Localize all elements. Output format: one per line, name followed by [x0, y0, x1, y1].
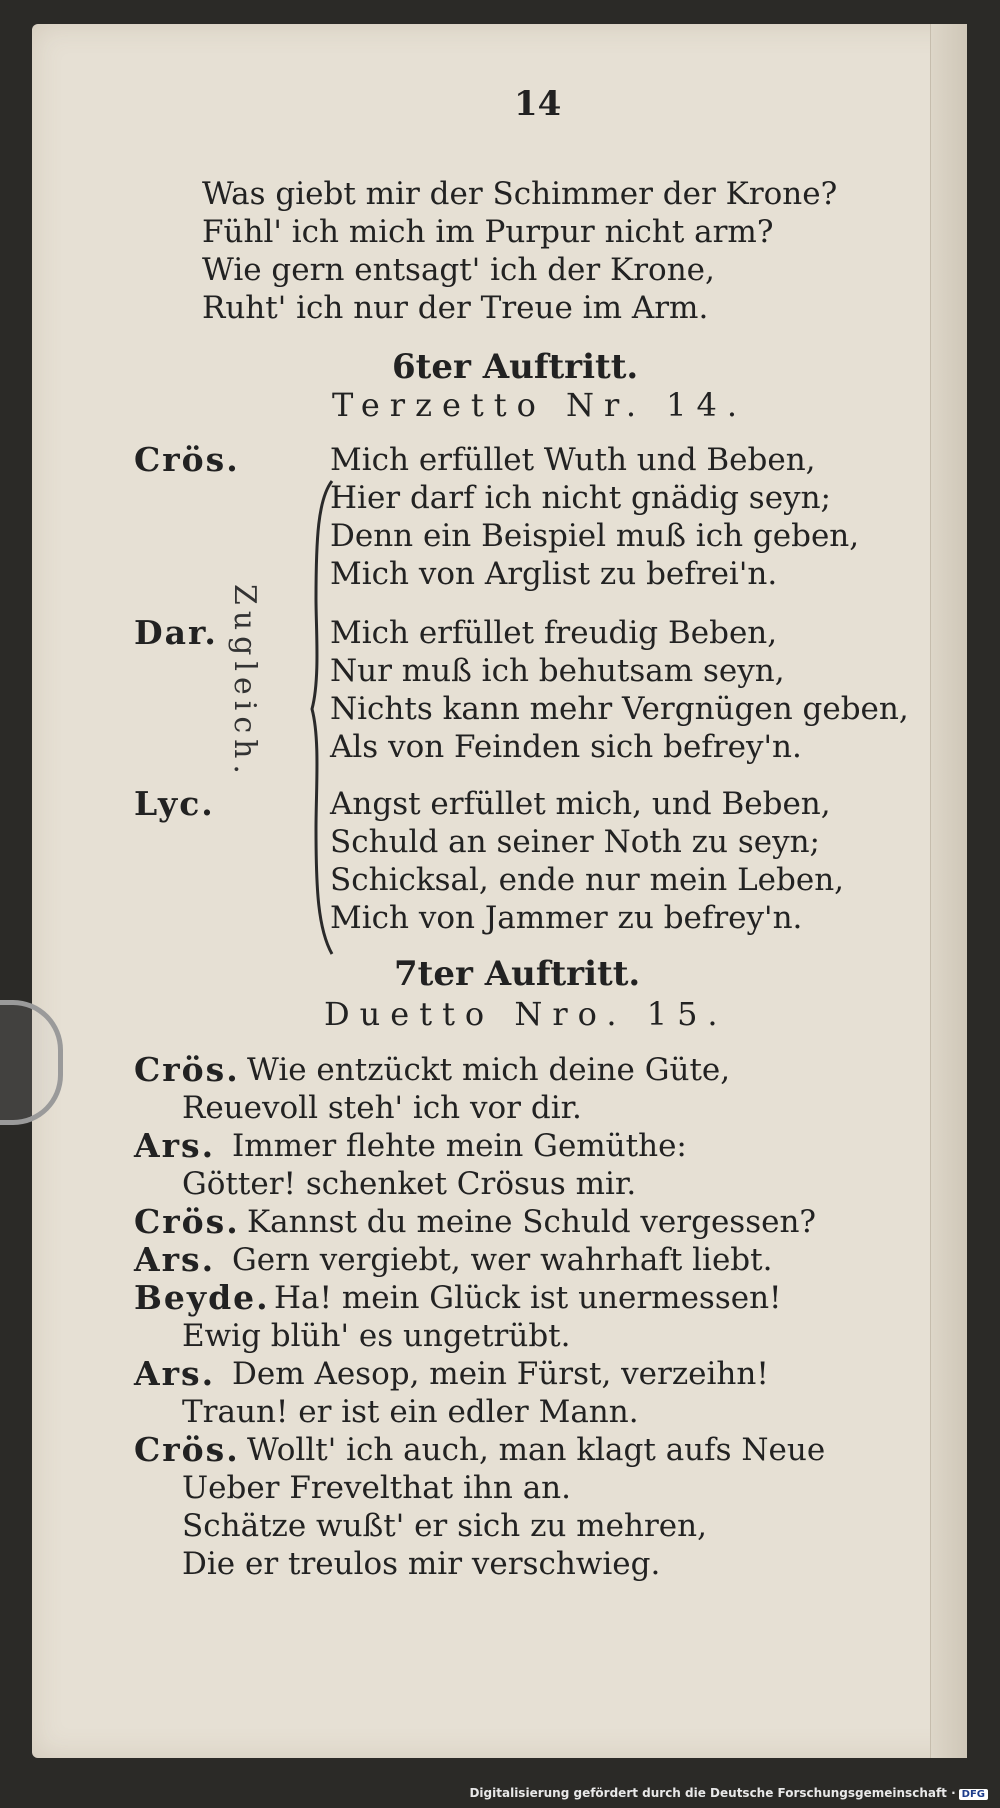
speaker-label: Beyde.: [134, 1278, 270, 1317]
verse-line: Schätze wußt' er sich zu mehren,: [182, 1508, 707, 1544]
verse-line: Götter! schenket Crösus mir.: [182, 1166, 637, 1202]
speaker-label: Crös.: [134, 1050, 240, 1089]
verse-line: Ewig blüh' es ungetrübt.: [182, 1318, 571, 1354]
speaker-label: Ars.: [134, 1240, 216, 1279]
intro-line: Was giebt mir der Schimmer der Krone?: [202, 176, 838, 212]
verse-line: Gern vergiebt, wer wahrhaft liebt.: [232, 1242, 773, 1278]
verse-line: Wie entzückt mich deine Güte,: [247, 1052, 731, 1088]
verse-line: Traun! er ist ein edler Mann.: [182, 1394, 639, 1430]
verse-line: Nichts kann mehr Vergnügen geben,: [330, 691, 909, 727]
verse-line: Nur muß ich behutsam seyn,: [330, 653, 785, 689]
verse-line: Ha! mein Glück ist unermessen!: [274, 1280, 782, 1316]
speaker-label: Lyc.: [134, 784, 215, 823]
speaker-label: Crös.: [134, 1202, 240, 1241]
verse-line: Schicksal, ende nur mein Leben,: [330, 862, 845, 898]
verse-line: Mich erfüllet Wuth und Beben,: [330, 442, 816, 478]
verse-line: Hier darf ich nicht gnädig seyn;: [330, 480, 831, 516]
speaker-label: Ars.: [134, 1126, 216, 1165]
margin-note: Zugleich.: [227, 584, 262, 780]
scene7-title: 7ter Auftritt.: [394, 954, 641, 994]
verse-line: Kannst du meine Schuld vergessen?: [247, 1204, 817, 1240]
speaker-label: Crös.: [134, 440, 240, 479]
intro-line: Wie gern entsagt' ich der Krone,: [202, 252, 715, 288]
dfg-logo: DFG: [959, 1789, 988, 1800]
scene7-subtitle: Duetto Nro. 15.: [324, 995, 728, 1033]
verse-line: Dem Aesop, mein Fürst, verzeihn!: [232, 1356, 769, 1392]
verse-line: Als von Feinden sich befrey'n.: [330, 729, 802, 765]
verse-line: Wollt' ich auch, man klagt aufs Neue: [247, 1432, 826, 1468]
intro-line: Ruht' ich nur der Treue im Arm.: [202, 290, 709, 326]
verse-line: Ueber Frevelthat ihn an.: [182, 1470, 571, 1506]
scene6-subtitle: Terzetto Nr. 14.: [332, 386, 748, 424]
verse-line: Denn ein Beispiel muß ich geben,: [330, 518, 860, 554]
speaker-label: Crös.: [134, 1430, 240, 1469]
verse-line: Mich erfüllet freudig Beben,: [330, 615, 778, 651]
verse-line: Schuld an seiner Noth zu seyn;: [330, 824, 820, 860]
verse-line: Mich von Jammer zu befrey'n.: [330, 900, 803, 936]
page-edge: [930, 24, 967, 1758]
footer-text: Digitalisierung gefördert durch die Deutsche Forschungsgemeinschaft ·: [469, 1786, 956, 1800]
page-number: 14: [514, 84, 562, 124]
intro-line: Fühl' ich mich im Purpur nicht arm?: [202, 214, 774, 250]
verse-line: Reuevoll steh' ich vor dir.: [182, 1090, 582, 1126]
brace-path: [312, 481, 332, 954]
footer-credit: [469, 1786, 988, 1800]
verse-line: Die er treulos mir verschwieg.: [182, 1546, 661, 1582]
book-page: [32, 24, 967, 1758]
verse-line: Immer flehte mein Gemüthe:: [232, 1128, 687, 1164]
speaker-label: Dar.: [134, 613, 218, 652]
speaker-label: Ars.: [134, 1354, 216, 1393]
verse-line: Angst erfüllet mich, und Beben,: [330, 786, 831, 822]
scene6-title: 6ter Auftritt.: [392, 347, 639, 387]
verse-line: Mich von Arglist zu befrei'n.: [330, 556, 778, 592]
